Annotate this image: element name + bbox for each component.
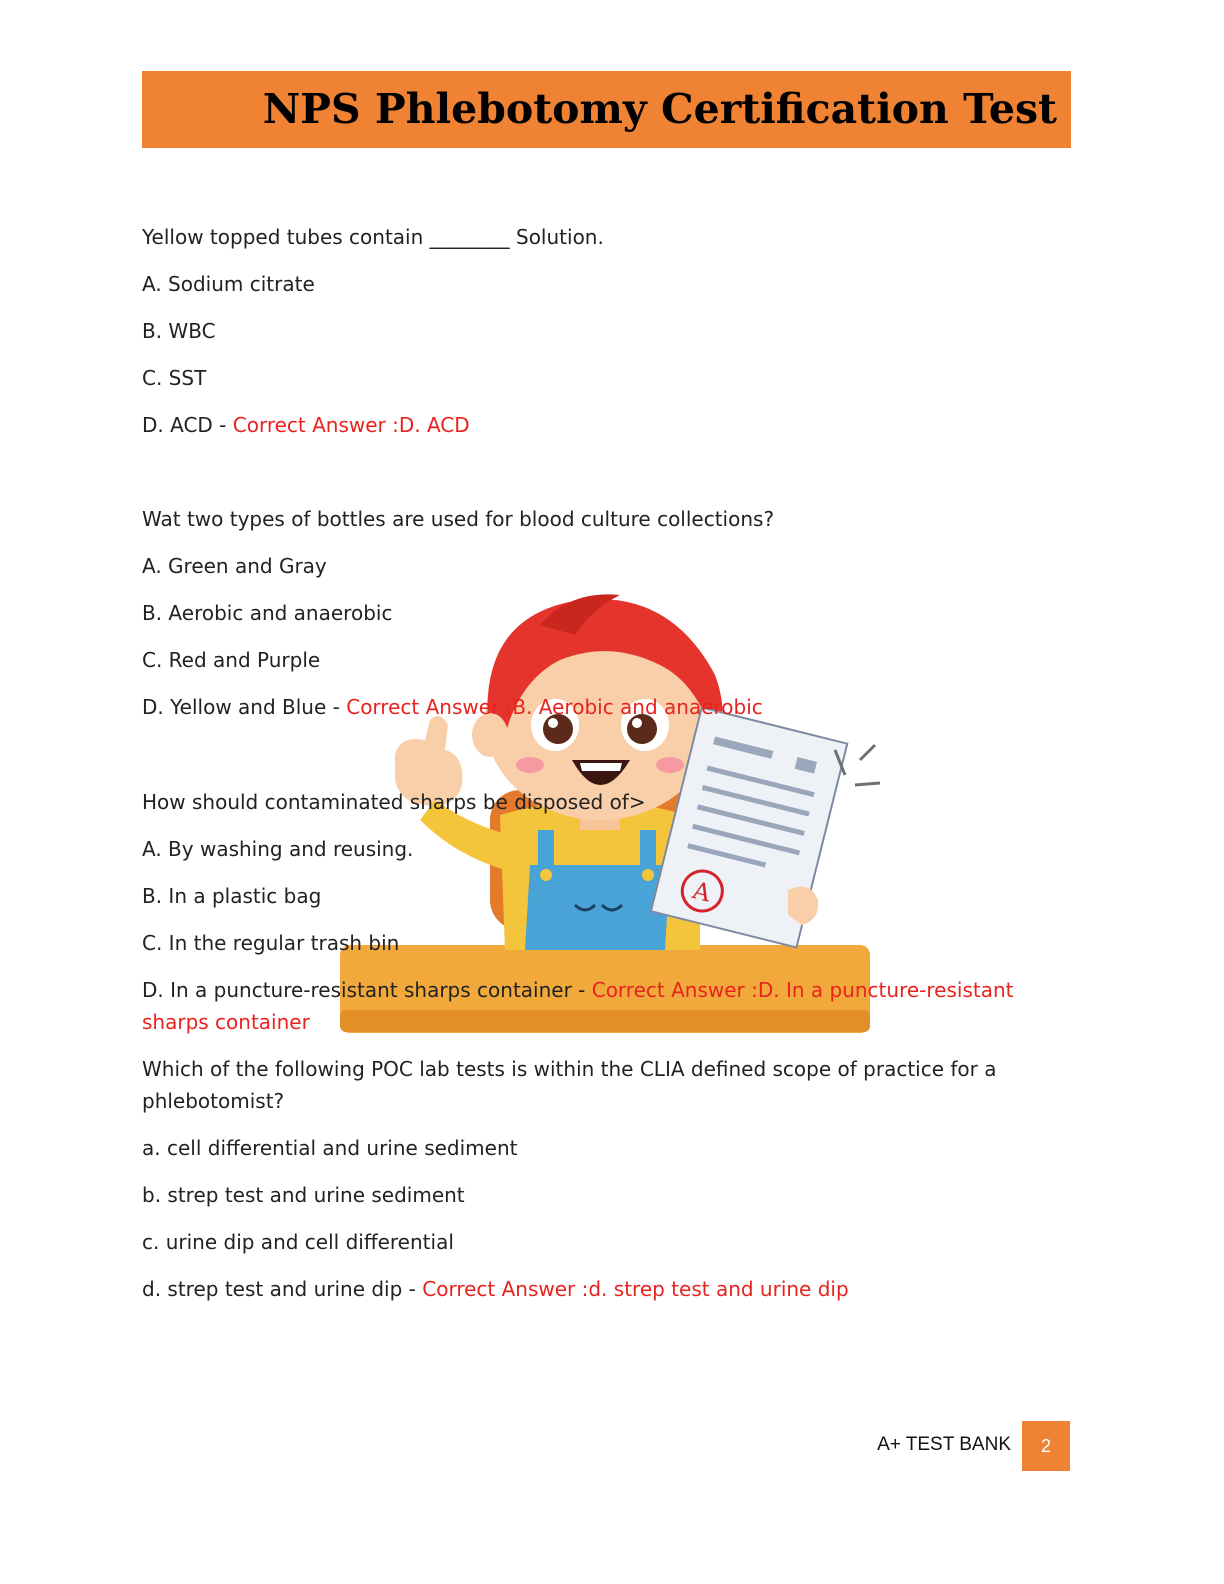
- option-d-text: D. Yellow and Blue -: [142, 695, 340, 719]
- option-c: C. SST: [142, 366, 207, 390]
- option-b: B. WBC: [142, 319, 216, 343]
- option-d: [142, 974, 1072, 1038]
- correct-answer: Correct Answer :D. In a puncture-resistant sharps container: [142, 978, 1014, 1034]
- option-b: B. In a plastic bag: [142, 884, 322, 908]
- option-d: [142, 1273, 1072, 1320]
- option-b: B. Aerobic and anaerobic: [142, 601, 393, 625]
- option-d-text: d. strep test and urine dip -: [142, 1277, 416, 1301]
- question-text: Yellow topped tubes contain ________ Solution.: [142, 225, 604, 249]
- question-block: [142, 786, 1072, 1053]
- grade-mark: A: [689, 876, 714, 908]
- option-a: A. Green and Gray: [142, 554, 327, 578]
- question-block: [142, 1053, 1072, 1320]
- correct-answer: Correct Answer :d. strep test and urine dip: [422, 1277, 849, 1301]
- question-text: Wat two types of bottles are used for blood culture collections?: [142, 507, 775, 531]
- option-c: c. urine dip and cell differential: [142, 1230, 454, 1254]
- question-text: How should contaminated sharps be disposed of>: [142, 790, 646, 814]
- correct-answer: Correct Answer :B. Aerobic and anaerobic: [346, 695, 763, 719]
- option-b: b. strep test and urine sediment: [142, 1183, 465, 1207]
- option-a: A. Sodium citrate: [142, 272, 315, 296]
- question-text: Which of the following POC lab tests is within the CLIA defined scope of practice for a phlebotomist?: [142, 1057, 997, 1113]
- title-banner: [142, 71, 1071, 148]
- document-title: NPS Phlebotomy Certification Test: [262, 85, 1057, 133]
- option-d-text: D. ACD -: [142, 413, 227, 437]
- option-d: [142, 691, 1072, 738]
- question-block: [142, 503, 1072, 738]
- option-a: a. cell differential and urine sediment: [142, 1136, 518, 1160]
- correct-answer: Correct Answer :D. ACD: [232, 413, 470, 437]
- question-block: [142, 221, 1072, 456]
- option-a: A. By washing and reusing.: [142, 837, 414, 861]
- option-c: C. Red and Purple: [142, 648, 321, 672]
- option-d: [142, 409, 1072, 456]
- page-number: 2: [1022, 1421, 1070, 1471]
- option-d-text: D. In a puncture-resistant sharps container -: [142, 978, 586, 1002]
- footer-label: A+ TEST BANK: [877, 1434, 1011, 1455]
- option-c: C. In the regular trash bin: [142, 931, 400, 955]
